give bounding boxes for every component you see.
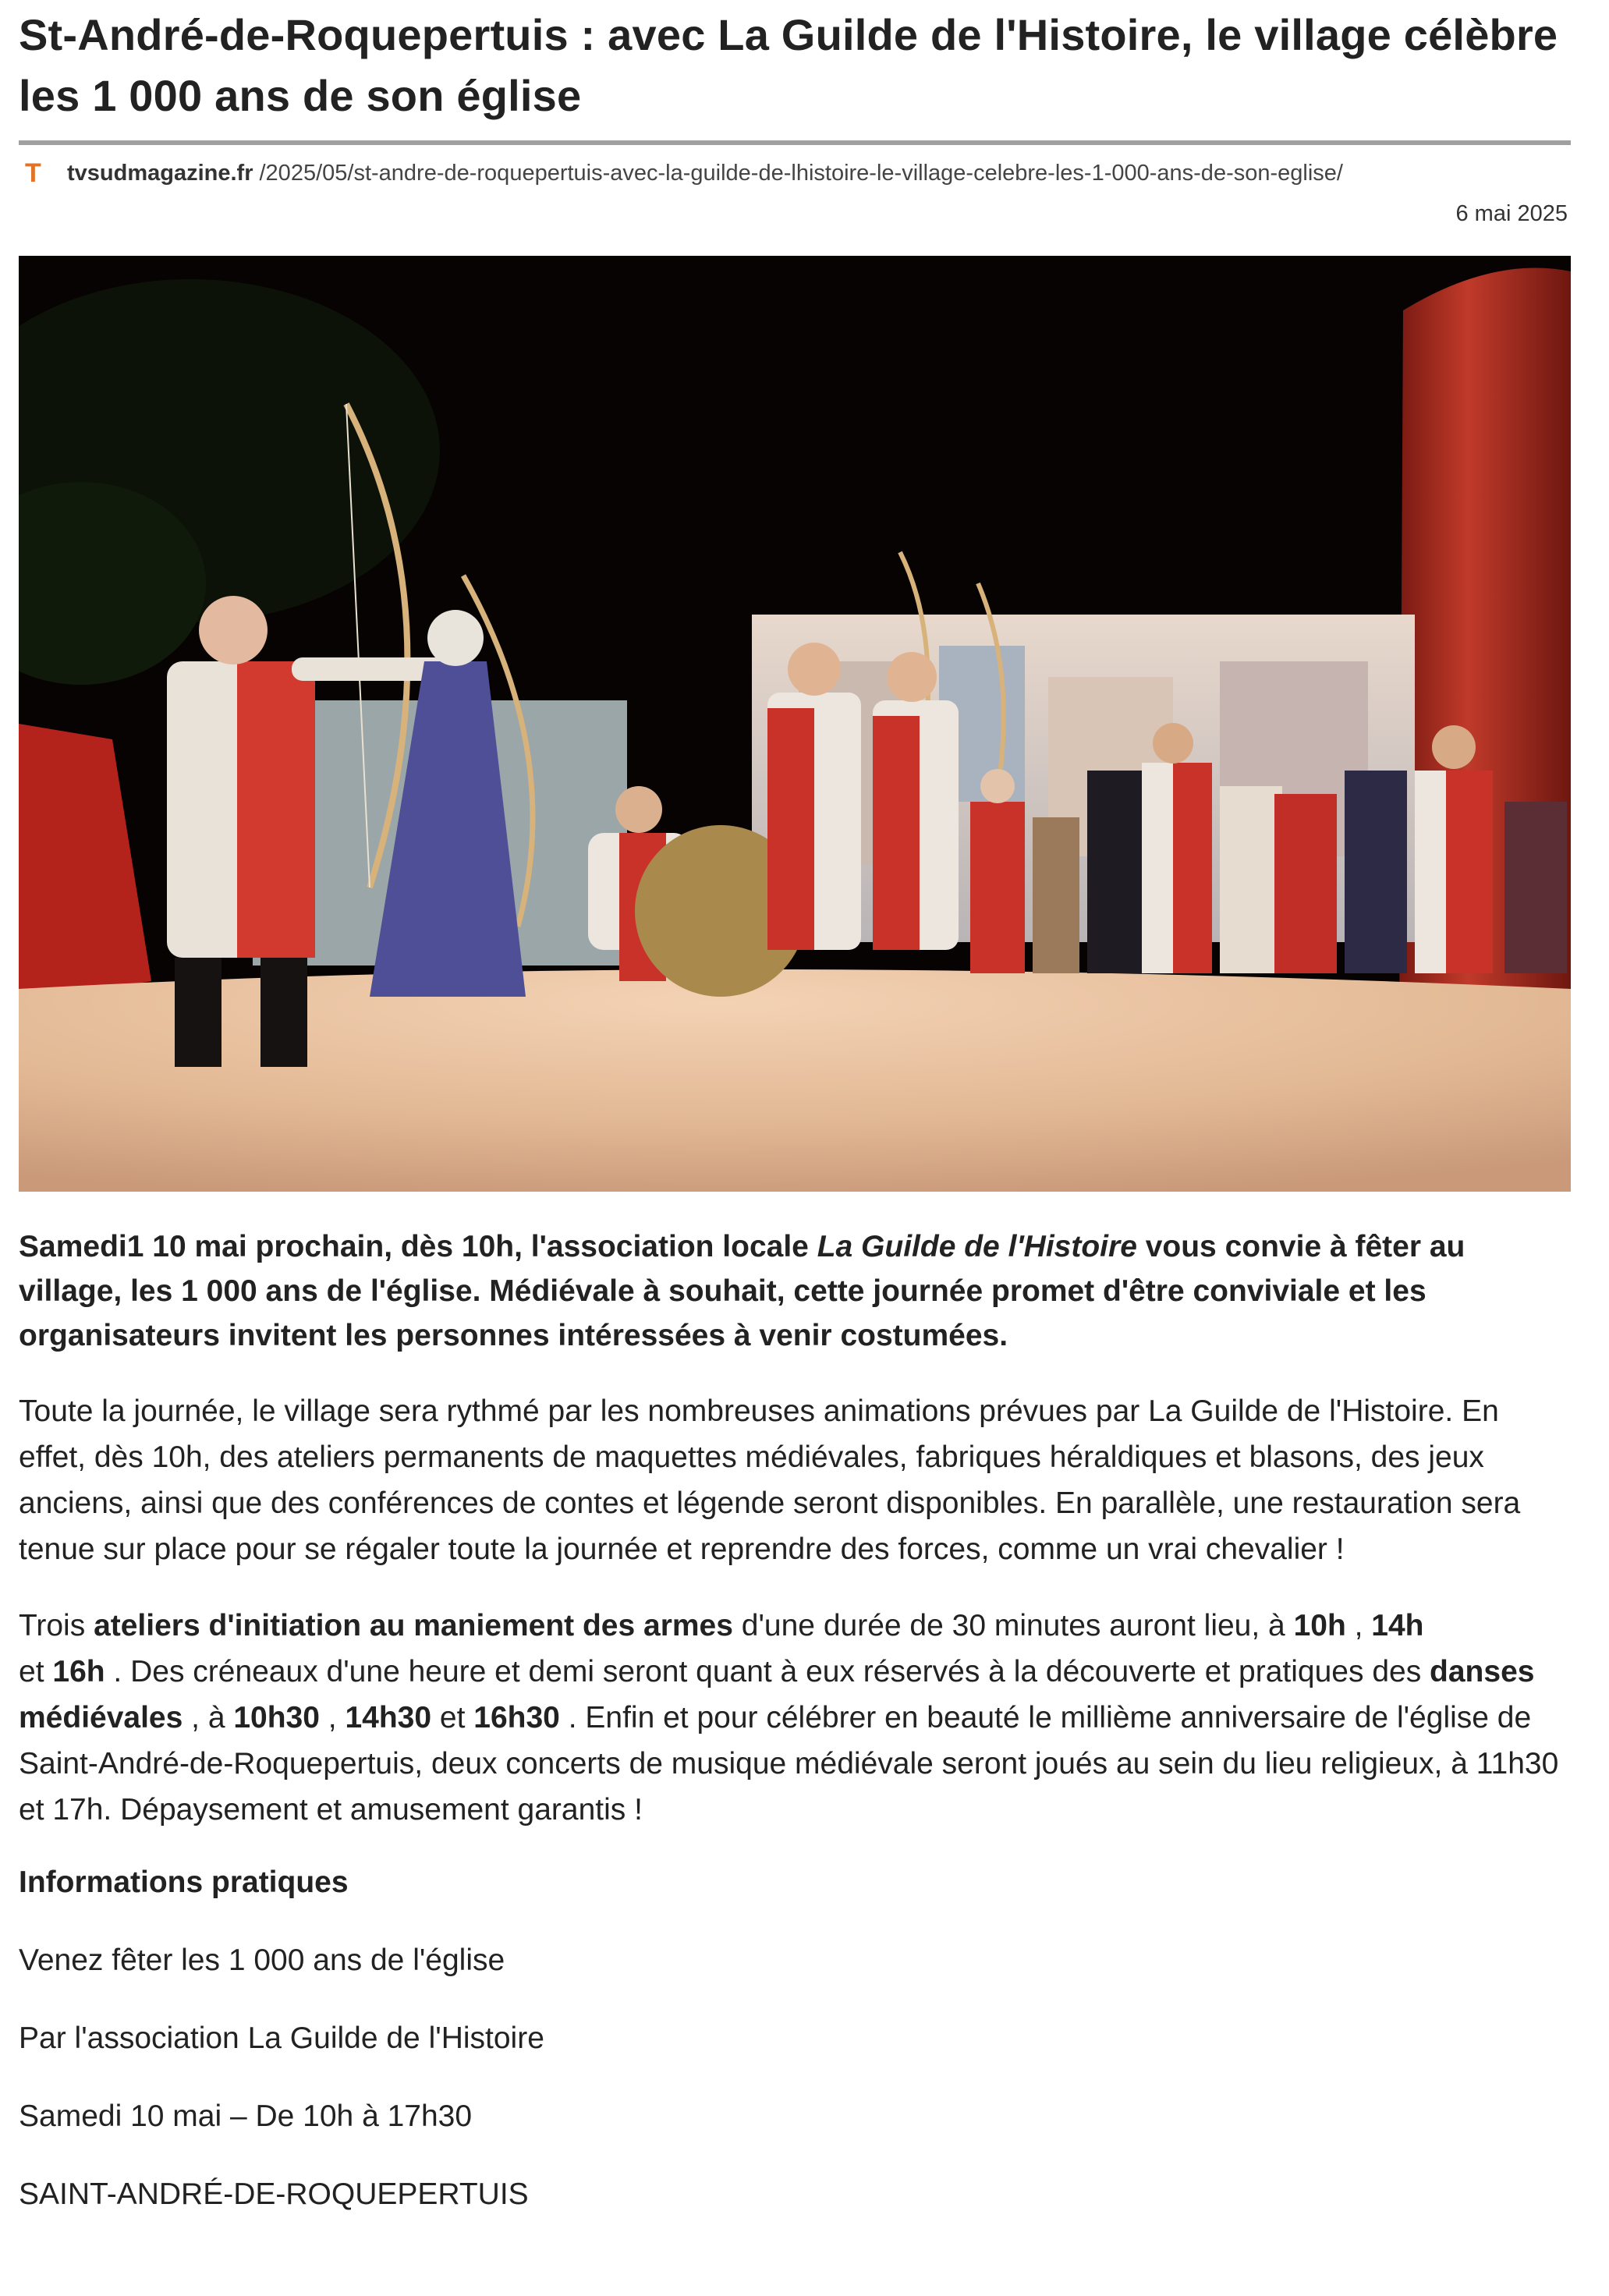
schedule-bold: 16h30: [473, 1701, 560, 1734]
title-divider: [19, 140, 1571, 145]
schedule-bold: 10h: [1293, 1609, 1346, 1642]
schedule-bold: 16h: [52, 1655, 105, 1688]
paragraph-schedule: [19, 1603, 1571, 1833]
publish-date: 6 mai 2025: [1455, 201, 1568, 226]
schedule-text: d'une durée de 30 minutes auront lieu, à: [732, 1609, 1294, 1642]
schedule-bold: 14h: [1371, 1609, 1424, 1642]
source-site-icon: T: [25, 158, 41, 188]
lead-text-2: vous convie à fêter au village, les 1 000 ans de l'église. Médiévale à souhait, cette journée promet d'être conviviale et les organisateurs invitent les personnes intéressées à venir costumées.: [19, 1230, 1465, 1352]
info-line-organizer: Par l'association La Guilde de l'Histoire: [19, 2021, 544, 2055]
lead-text-1: Samedi1 10 mai prochain, dès 10h, l'association locale: [19, 1230, 817, 1263]
info-heading: Informations pratiques: [19, 1866, 349, 1899]
source-path[interactable]: /2025/05/st-andre-de-roquepertuis-avec-la-guilde-de-lhistoire-le-village-celebre-les-1-000-ans-de-son-eglise/: [259, 160, 1343, 186]
schedule-text: et: [431, 1701, 474, 1734]
schedule-bold: ateliers d'initiation au maniement des armes: [94, 1609, 733, 1642]
schedule-text: Trois: [19, 1609, 94, 1642]
schedule-text: . Des créneaux d'une heure et demi seront quant à eux réservés à la découverte et pratiques des: [105, 1655, 1430, 1688]
paragraph-animations: Toute la journée, le village sera rythmé par les nombreuses animations prévues par La Guilde de l'Histoire. En effet, dès 10h, des ateliers permanents de maquettes médiévales, fabriques héraldiques et blasons, des jeux anciens, ainsi que des conférences de contes et légende seront disponibles. En parallèle, une restauration sera tenue sur place pour se régaler toute la journée et reprendre des forces, comme un vrai chevalier !: [19, 1394, 1521, 1566]
schedule-text: ,: [319, 1701, 346, 1734]
schedule-text: , à: [183, 1701, 234, 1734]
archers-photo-illustration: [19, 256, 1571, 1192]
schedule-bold: danses médiévales: [19, 1655, 1535, 1734]
article: [19, 0, 1571, 2214]
info-line-location: SAINT-ANDRÉ-DE-ROQUEPERTUIS: [19, 2177, 529, 2211]
schedule-bold: 14h30: [345, 1701, 432, 1734]
source-domain[interactable]: tvsudmagazine.fr: [67, 160, 253, 186]
article-photo: [19, 256, 1571, 1192]
source-line: [19, 158, 1571, 189]
lead-association-name: La Guilde de l'Histoire: [817, 1230, 1137, 1263]
info-line-date: Samedi 10 mai – De 10h à 17h30: [19, 2099, 473, 2133]
schedule-text: et: [19, 1655, 53, 1688]
schedule-bold: 10h30: [233, 1701, 320, 1734]
article-title: St-André-de-Roquepertuis : avec La Guilde de l'Histoire, le village célèbre les 1 000 ans de son église: [19, 10, 1558, 120]
schedule-text: . Enfin et pour célébrer en beauté le millième anniversaire de l'église de Saint-André-de-Roquepertuis, deux concerts de musique médiévale seront joués au sein du lieu religieux, à 11h30 et 17h. Dépaysement et amusement garantis !: [19, 1701, 1559, 1827]
lead-paragraph: [19, 1224, 1571, 1358]
schedule-text: ,: [1345, 1609, 1372, 1642]
info-line-event: Venez fêter les 1 000 ans de l'église: [19, 1943, 505, 1977]
